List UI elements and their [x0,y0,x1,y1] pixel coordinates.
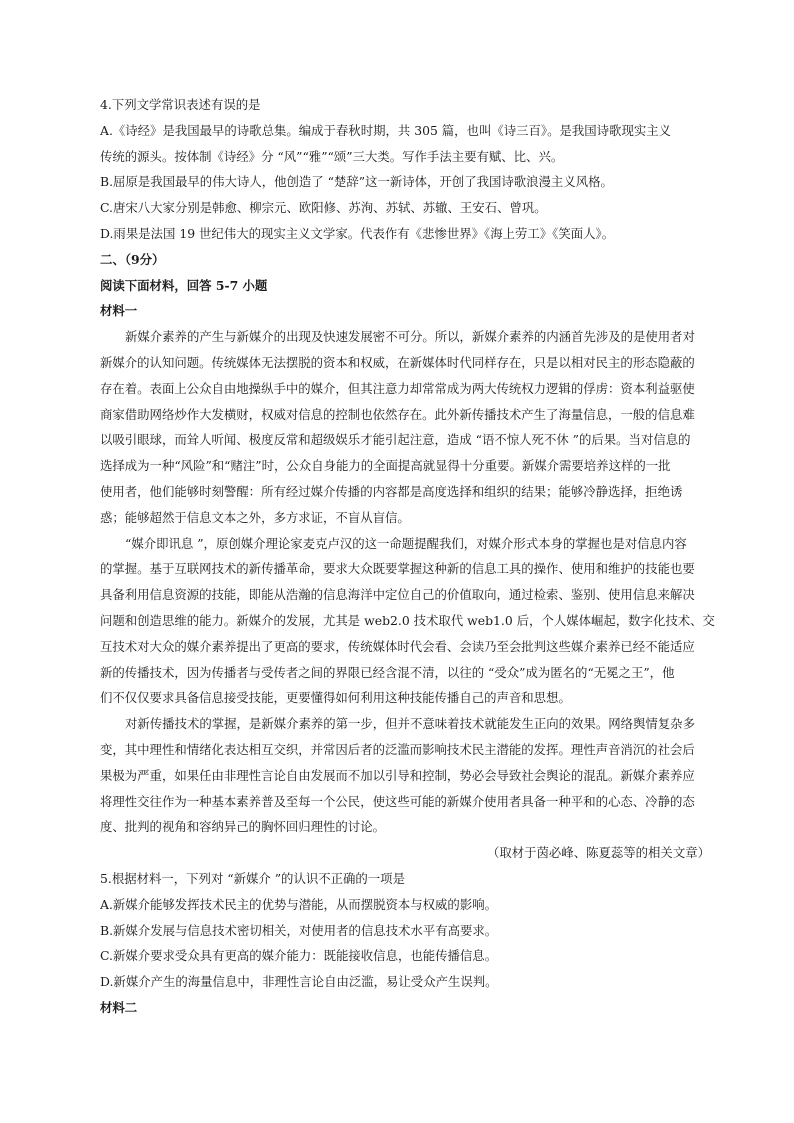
option-5c: C.新媒介要求受众具有更高的媒介能力：既能接收信息，也能传播信息。 [100,948,498,964]
option-5d: D.新媒介产生的海量信息中，非理性言论自由泛滥，易让受众产生误判。 [100,974,498,990]
text-line: 互技术对大众的媒介素养提出了更高的要求，传统媒体时代会看、会读乃至会批判这些媒介素养已经不能适应 [100,638,695,654]
text-line: 问题和创造思维的能力。新媒介的发展，尤其是 web2.0 技术取代 web1.0 后，个人媒体崛起，数字化技术、交 [100,612,715,628]
option-4a-line-1: A.《诗经》是我国最早的诗歌总集。编成于春秋时期，共 305 篇，也叫《诗三百》。是我国诗歌现实主义 [100,122,672,138]
material-1-paragraph-3 [100,711,710,840]
text-line: 惑；能够超然于信息文本之外，多方求证，不盲从盲信。 [100,509,410,525]
section-2-heading: 二、（9分） [100,251,165,267]
material-1-source: （取材于茵必峰、陈夏蕊等的相关文章） [486,845,710,861]
text-line: 选择成为一种“风险”和“赌注”时，公众自身能力的全面提高就显得十分重要。新媒介需要培养这样的一批 [100,458,671,474]
question-5-stem: 5.根据材料一，下列对 “新媒介 ”的认识不正确的一项是 [100,870,405,886]
text-line: 使用者，他们能够时刻警醒：所有经过媒介传播的内容都是高度选择和组织的结果；能够冷静选择，拒绝诱 [100,483,683,499]
option-4a-line-2: 传统的源头。按体制《诗经》分 “风”“雅”“颂”三大类。写作手法主要有赋、比、兴。 [100,148,564,164]
text-line: 变，其中理性和情绪化表达相互交织，并常因后者的泛滥而影响技术民主潜能的发挥。理性声音消沉的社会后 [100,741,695,757]
material-1 [100,324,715,866]
text-line: 新媒介素养的产生与新媒介的出现及快速发展密不可分。所以，新媒介素养的内涵首先涉及的是使用者对 [125,329,695,345]
text-line: 果极为严重，如果任由非理性言论自由发展而不加以引导和控制，势必会导致社会舆论的混乱。新媒介素养应 [100,767,695,783]
text-line: 对新传播技术的掌握，是新媒介素养的第一步，但并不意味着技术就能发生正向的效果。网络舆情复杂多 [125,716,695,732]
option-4d: D.雨果是法国 19 世纪伟大的现实主义文学家。代表作有《悲惨世界》《海上劳工》《笑面人》。 [100,225,615,241]
text-line: 具备利用信息资源的技能，即能从浩瀚的信息海洋中定位自己的价值取向，通过检索、鉴别、使用信息来解决 [100,587,695,603]
text-line: 度、批判的视角和容纳异己的胸怀回归理性的讨论。 [100,819,385,835]
text-line: 商家借助网络炒作大发横财，权威对信息的控制也依然存在。此外新传播技术产生了海量信息，一般的信息难 [100,406,695,422]
question-5 [100,866,710,995]
text-line: 存在着。表面上公众自由地操纵手中的媒介，但其注意力却常常成为两大传统权力逻辑的俘虏：资本利益驱使 [100,380,695,396]
text-line: “媒介即讯息 ”，原创媒介理论家麦克卢汉的这一命题提醒我们，对媒介形式本身的掌握也是对信息内容 [125,535,687,551]
option-5b: B.新媒介发展与信息技术密切相关，对使用者的信息技术水平有高要求。 [100,922,498,938]
material-1-paragraph-1 [100,324,710,530]
text-line: 新的传播技术，因为传播者与受传者之间的界限已经含混不清，以往的 “受众”成为匿名的“无冕之王”，他 [100,664,675,680]
question-4-stem: 4.下列文学常识表述有误的是 [100,97,261,112]
material-1-label: 材料一 [100,303,138,319]
option-4c: C.唐宋八大家分别是韩愈、柳宗元、欧阳修、苏洵、苏轼、苏辙、王安石、曾巩。 [100,200,547,216]
question-4 [100,92,710,247]
text-line: 新媒介的认知问题。传统媒体无法摆脱的资本和权威，在新媒体时代同样存在，只是以相对民主的形态隐蔽的 [100,354,695,370]
section-2 [100,247,710,324]
text-line: 将理性交往作为一种基本素养普及至每一个公民，使这些可能的新媒介使用者具备一种平和的心态、冷静的态 [100,793,695,809]
text-line: 们不仅仅要求具备信息接受技能，更要懂得如何利用这种技能传播自己的声音和思想。 [100,690,571,706]
option-4b: B.屈原是我国最早的伟大诗人，他创造了 “楚辞”这一新诗体，开创了我国诗歌浪漫主义风格。 [100,174,613,190]
text-line: 以吸引眼球，而耸人听闻、极度反常和超级娱乐才能引起注意，造成 “语不惊人死不休 ”的后果。当对信息的 [100,432,691,448]
option-5a: A.新媒介能够发挥技术民主的优势与潜能，从而摆脱资本与权威的影响。 [100,896,497,912]
material-1-paragraph-2 [100,531,715,712]
material-2-label: 材料二 [100,999,138,1015]
text-line: 的掌握。基于互联网技术的新传播革命，要求大众既要掌握这种新的信息工具的操作、使用和维护的技能也要 [100,561,695,577]
section-2-instruction: 阅读下面材料，回答 5-7 小题 [100,277,268,293]
